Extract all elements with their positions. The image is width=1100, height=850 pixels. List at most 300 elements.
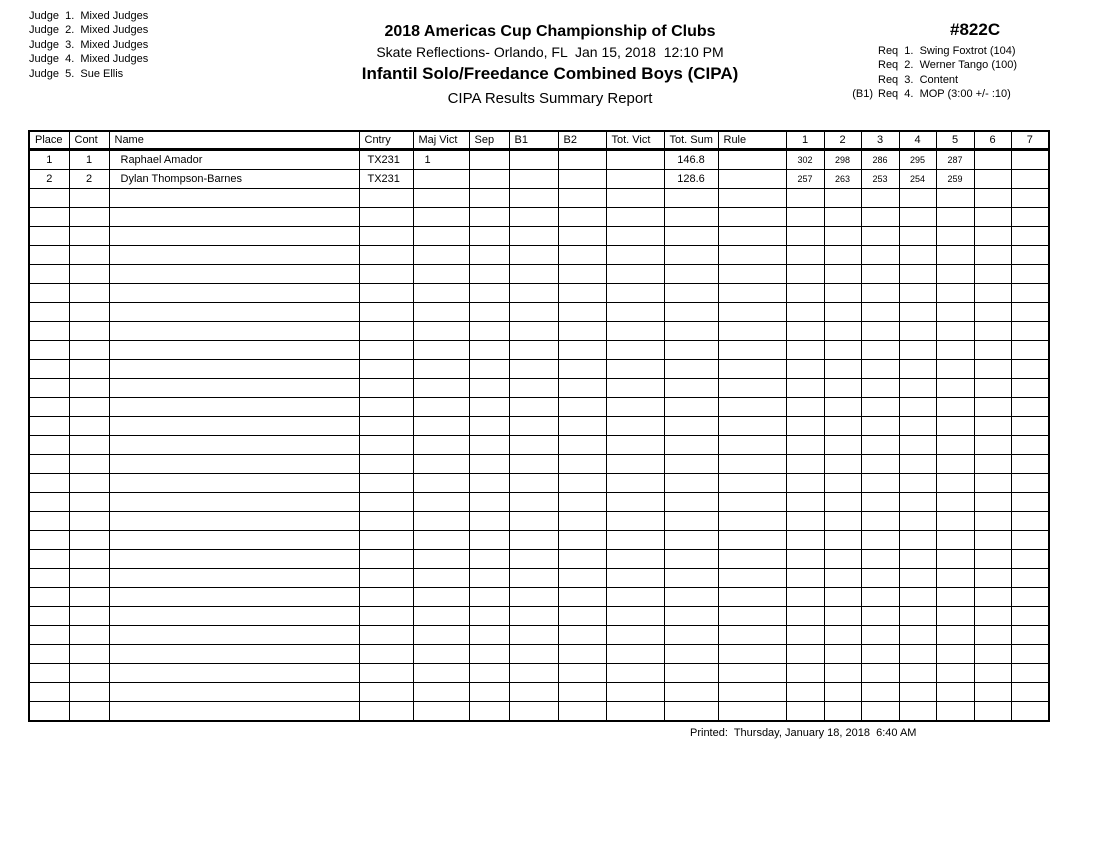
cell-judge-7 [1011, 417, 1049, 436]
cell-judge-6 [974, 227, 1011, 246]
empty-row [29, 626, 1049, 645]
cell-b1 [509, 398, 558, 417]
cell-b1 [509, 664, 558, 683]
cell-place [29, 265, 69, 284]
cell-judge-7 [1011, 303, 1049, 322]
empty-row [29, 607, 1049, 626]
requirement-text: Req 1. Swing Foxtrot (104) [878, 45, 1016, 57]
cell-cont [69, 341, 109, 360]
cell-judge-3 [861, 531, 899, 550]
cell-judge-6 [974, 664, 1011, 683]
cell-sep [469, 474, 509, 493]
cell-judge-4 [899, 303, 936, 322]
cell-rule [718, 341, 786, 360]
cell-judge-4 [899, 208, 936, 227]
cell-judge-4 [899, 702, 936, 722]
cell-judge-5 [936, 227, 974, 246]
cell-judge-4 [899, 512, 936, 531]
cell-b1 [509, 512, 558, 531]
cell-tot-vict [606, 150, 664, 170]
cell-judge-7 [1011, 436, 1049, 455]
cell-cntry [359, 702, 413, 722]
cell-rule [718, 227, 786, 246]
cell-judge-2 [824, 398, 861, 417]
cell-judge-7 [1011, 322, 1049, 341]
cell-b1 [509, 474, 558, 493]
cell-cont: 1 [69, 150, 109, 170]
cell-tot-sum [664, 607, 718, 626]
cell-judge-4 [899, 436, 936, 455]
cell-tot-vict [606, 493, 664, 512]
cell-judge-5 [936, 360, 974, 379]
cell-b2 [558, 531, 606, 550]
cell-maj-vict [413, 436, 469, 455]
cell-b1 [509, 436, 558, 455]
cell-rule [718, 683, 786, 702]
cell-judge-1 [786, 379, 824, 398]
cell-judge-3 [861, 246, 899, 265]
cell-judge-2 [824, 379, 861, 398]
cell-cntry [359, 246, 413, 265]
cell-maj-vict [413, 550, 469, 569]
cell-b2 [558, 607, 606, 626]
cell-name [109, 189, 359, 208]
column-header-tot-sum: Tot. Sum [664, 131, 718, 150]
cell-name [109, 284, 359, 303]
cell-judge-5 [936, 493, 974, 512]
cell-judge-1 [786, 588, 824, 607]
empty-row [29, 189, 1049, 208]
cell-sep [469, 512, 509, 531]
cell-rule [718, 189, 786, 208]
cell-name [109, 474, 359, 493]
cell-judge-5 [936, 284, 974, 303]
cell-tot-vict [606, 645, 664, 664]
cell-b2 [558, 398, 606, 417]
cell-place [29, 417, 69, 436]
cell-cont [69, 569, 109, 588]
column-header-rule: Rule [718, 131, 786, 150]
venue-date-line: Skate Reflections- Orlando, FL Jan 15, 2018 12:10 PM [376, 44, 724, 60]
column-header-3: 3 [861, 131, 899, 150]
cell-cont [69, 227, 109, 246]
cell-judge-4 [899, 379, 936, 398]
requirement-prefix: (B1) [852, 88, 873, 101]
empty-row [29, 550, 1049, 569]
cell-cont [69, 246, 109, 265]
cell-judge-2: 263 [824, 170, 861, 189]
cell-judge-4 [899, 531, 936, 550]
cell-judge-5 [936, 588, 974, 607]
cell-tot-sum [664, 322, 718, 341]
cell-judge-5 [936, 246, 974, 265]
cell-cntry [359, 626, 413, 645]
cell-sep [469, 170, 509, 189]
cell-judge-1: 257 [786, 170, 824, 189]
cell-maj-vict [413, 303, 469, 322]
cell-maj-vict [413, 531, 469, 550]
cell-maj-vict [413, 284, 469, 303]
cell-rule [718, 664, 786, 683]
cell-b1 [509, 702, 558, 722]
cell-name [109, 322, 359, 341]
cell-judge-1 [786, 208, 824, 227]
cell-judge-2: 298 [824, 150, 861, 170]
column-header-b2: B2 [558, 131, 606, 150]
cell-tot-vict [606, 398, 664, 417]
empty-row [29, 645, 1049, 664]
empty-row [29, 588, 1049, 607]
cell-judge-2 [824, 683, 861, 702]
cell-judge-4 [899, 569, 936, 588]
cell-tot-vict [606, 436, 664, 455]
cell-tot-vict [606, 246, 664, 265]
cell-judge-6 [974, 607, 1011, 626]
cell-judge-6 [974, 360, 1011, 379]
cell-judge-4 [899, 607, 936, 626]
cell-judge-7 [1011, 227, 1049, 246]
cell-place [29, 284, 69, 303]
column-header-maj-vict: Maj Vict [413, 131, 469, 150]
cell-name [109, 702, 359, 722]
cell-b2 [558, 322, 606, 341]
cell-sep [469, 683, 509, 702]
cell-judge-2 [824, 360, 861, 379]
cell-place [29, 227, 69, 246]
empty-row [29, 683, 1049, 702]
cell-judge-6 [974, 208, 1011, 227]
cell-judge-1 [786, 702, 824, 722]
cell-judge-5 [936, 664, 974, 683]
cell-sep [469, 531, 509, 550]
empty-row [29, 702, 1049, 722]
cell-cntry [359, 341, 413, 360]
event-number: #822C [950, 20, 1001, 39]
cell-cont [69, 645, 109, 664]
cell-maj-vict [413, 322, 469, 341]
cell-judge-6 [974, 645, 1011, 664]
cell-name [109, 379, 359, 398]
cell-rule [718, 645, 786, 664]
result-row [29, 170, 1049, 189]
cell-judge-7 [1011, 493, 1049, 512]
column-header-5: 5 [936, 131, 974, 150]
cell-tot-sum [664, 474, 718, 493]
column-header-4: 4 [899, 131, 936, 150]
cell-judge-5 [936, 208, 974, 227]
cell-sep [469, 303, 509, 322]
cell-rule [718, 303, 786, 322]
cell-b2 [558, 664, 606, 683]
requirement-line-3 [845, 73, 1017, 87]
cell-cntry [359, 512, 413, 531]
championship-title: 2018 Americas Cup Championship of Clubs [384, 23, 716, 40]
cell-cntry [359, 493, 413, 512]
cell-b1 [509, 607, 558, 626]
cell-judge-4: 295 [899, 150, 936, 170]
cell-sep [469, 322, 509, 341]
empty-row [29, 208, 1049, 227]
cell-judge-2 [824, 246, 861, 265]
cell-b1 [509, 265, 558, 284]
cell-b2 [558, 227, 606, 246]
cell-place [29, 303, 69, 322]
cell-maj-vict [413, 493, 469, 512]
cell-name [109, 436, 359, 455]
cell-judge-6 [974, 322, 1011, 341]
cell-name [109, 341, 359, 360]
cell-judge-5 [936, 550, 974, 569]
cell-cntry [359, 436, 413, 455]
cell-b2 [558, 626, 606, 645]
cell-rule [718, 474, 786, 493]
cell-judge-5 [936, 531, 974, 550]
cell-b1 [509, 303, 558, 322]
cell-judge-2 [824, 702, 861, 722]
cell-cntry [359, 474, 413, 493]
cell-judge-1 [786, 436, 824, 455]
cell-judge-6 [974, 170, 1011, 189]
cell-judge-2 [824, 664, 861, 683]
cell-judge-2 [824, 645, 861, 664]
cell-rule [718, 246, 786, 265]
cell-judge-3 [861, 588, 899, 607]
cell-maj-vict [413, 645, 469, 664]
cell-tot-sum [664, 455, 718, 474]
cell-tot-sum: 146.8 [664, 150, 718, 170]
cell-tot-sum [664, 417, 718, 436]
cell-tot-sum [664, 664, 718, 683]
cell-name: Dylan Thompson-Barnes [109, 170, 359, 189]
cell-maj-vict [413, 341, 469, 360]
cell-cont [69, 702, 109, 722]
cell-judge-5 [936, 322, 974, 341]
cell-name [109, 455, 359, 474]
cell-judge-1 [786, 626, 824, 645]
cell-cntry [359, 550, 413, 569]
cell-judge-2 [824, 341, 861, 360]
cell-judge-5 [936, 341, 974, 360]
cell-judge-1 [786, 569, 824, 588]
cell-judge-5 [936, 265, 974, 284]
cell-tot-vict [606, 417, 664, 436]
empty-row [29, 417, 1049, 436]
cell-rule [718, 208, 786, 227]
cell-b2 [558, 360, 606, 379]
report-title: CIPA Results Summary Report [447, 90, 653, 107]
cell-rule [718, 569, 786, 588]
cell-judge-1 [786, 512, 824, 531]
cell-rule [718, 436, 786, 455]
cell-judge-3 [861, 569, 899, 588]
cell-tot-vict [606, 512, 664, 531]
cell-tot-sum [664, 702, 718, 722]
cell-tot-sum [664, 550, 718, 569]
cell-name [109, 550, 359, 569]
cell-b1 [509, 189, 558, 208]
cell-judge-6 [974, 246, 1011, 265]
cell-place [29, 702, 69, 722]
cell-judge-6 [974, 569, 1011, 588]
cell-judge-6 [974, 398, 1011, 417]
judge-line-2: Judge 2. Mixed Judges [29, 24, 149, 37]
cell-sep [469, 493, 509, 512]
cell-judge-4 [899, 645, 936, 664]
cell-judge-2 [824, 436, 861, 455]
cell-judge-6 [974, 550, 1011, 569]
cell-place [29, 531, 69, 550]
cell-judge-1 [786, 189, 824, 208]
cell-tot-sum [664, 531, 718, 550]
column-header-6: 6 [974, 131, 1011, 150]
cell-judge-4 [899, 683, 936, 702]
cell-judge-4 [899, 417, 936, 436]
cell-cntry [359, 645, 413, 664]
cell-judge-3 [861, 702, 899, 722]
cell-judge-1 [786, 645, 824, 664]
cell-place [29, 246, 69, 265]
cell-judge-1: 302 [786, 150, 824, 170]
requirement-text: Req 3. Content [878, 73, 959, 86]
cell-judge-1 [786, 455, 824, 474]
cell-name [109, 664, 359, 683]
cell-judge-3 [861, 626, 899, 645]
cell-judge-4 [899, 227, 936, 246]
cell-cntry [359, 607, 413, 626]
column-header-1: 1 [786, 131, 824, 150]
cell-sep [469, 246, 509, 265]
cell-tot-sum [664, 265, 718, 284]
cell-judge-6 [974, 436, 1011, 455]
cell-judge-2 [824, 474, 861, 493]
cell-tot-vict [606, 664, 664, 683]
cell-judge-7 [1011, 474, 1049, 493]
cell-b1 [509, 588, 558, 607]
cell-cont [69, 189, 109, 208]
cell-b1 [509, 208, 558, 227]
cell-cont [69, 360, 109, 379]
cell-sep [469, 265, 509, 284]
cell-b1 [509, 284, 558, 303]
cell-cont [69, 626, 109, 645]
cell-cntry [359, 664, 413, 683]
cell-cont [69, 512, 109, 531]
cell-judge-7 [1011, 569, 1049, 588]
cell-b2 [558, 379, 606, 398]
cell-cntry [359, 360, 413, 379]
cell-judge-2 [824, 303, 861, 322]
cell-judge-6 [974, 417, 1011, 436]
cell-judge-4 [899, 246, 936, 265]
requirement-prefix [845, 44, 873, 58]
cell-b1 [509, 493, 558, 512]
cell-maj-vict [413, 379, 469, 398]
requirement-text: Req 4. MOP (3:00 +/- :10) [878, 88, 1011, 101]
cell-name: Raphael Amador [109, 150, 359, 170]
cell-sep [469, 588, 509, 607]
cell-tot-sum: 128.6 [664, 170, 718, 189]
cell-cont [69, 417, 109, 436]
cell-judge-1 [786, 341, 824, 360]
cell-place [29, 588, 69, 607]
column-header-b1: B1 [509, 131, 558, 150]
cell-judge-7 [1011, 531, 1049, 550]
cell-rule [718, 150, 786, 170]
cell-rule [718, 284, 786, 303]
column-header-2: 2 [824, 131, 861, 150]
cell-judge-3 [861, 322, 899, 341]
cell-rule [718, 588, 786, 607]
cell-cont [69, 455, 109, 474]
requirement-prefix [845, 58, 873, 72]
cell-rule [718, 607, 786, 626]
cell-place [29, 569, 69, 588]
cell-cntry [359, 588, 413, 607]
cell-judge-5: 287 [936, 150, 974, 170]
cell-b1 [509, 531, 558, 550]
cell-tot-vict [606, 569, 664, 588]
cell-judge-4 [899, 322, 936, 341]
cell-tot-vict [606, 170, 664, 189]
cell-sep [469, 417, 509, 436]
cell-judge-3 [861, 493, 899, 512]
cell-judge-4 [899, 493, 936, 512]
cell-sep [469, 227, 509, 246]
cell-sep [469, 664, 509, 683]
cell-tot-vict [606, 607, 664, 626]
column-header-cont: Cont [69, 131, 109, 150]
column-header-name: Name [109, 131, 359, 150]
cell-maj-vict [413, 189, 469, 208]
cell-place [29, 626, 69, 645]
cell-judge-4 [899, 265, 936, 284]
cell-place: 2 [29, 170, 69, 189]
cell-place [29, 322, 69, 341]
cell-tot-vict [606, 379, 664, 398]
cell-b1 [509, 227, 558, 246]
cell-cont [69, 683, 109, 702]
cell-rule [718, 626, 786, 645]
cell-sep [469, 569, 509, 588]
empty-row [29, 474, 1049, 493]
cell-sep [469, 550, 509, 569]
cell-judge-1 [786, 303, 824, 322]
cell-sep [469, 284, 509, 303]
cell-place [29, 664, 69, 683]
cell-judge-4 [899, 474, 936, 493]
cell-judge-2 [824, 512, 861, 531]
cell-b2 [558, 303, 606, 322]
cell-judge-5 [936, 379, 974, 398]
cell-b1 [509, 246, 558, 265]
column-header-sep: Sep [469, 131, 509, 150]
cell-tot-vict [606, 683, 664, 702]
cell-rule [718, 531, 786, 550]
cell-rule [718, 417, 786, 436]
cell-judge-7 [1011, 645, 1049, 664]
cell-tot-vict [606, 265, 664, 284]
cell-judge-4 [899, 360, 936, 379]
cell-name [109, 493, 359, 512]
cell-judge-7 [1011, 588, 1049, 607]
cell-judge-1 [786, 683, 824, 702]
cell-judge-3 [861, 550, 899, 569]
cell-tot-sum [664, 436, 718, 455]
cell-judge-6 [974, 265, 1011, 284]
cell-judge-1 [786, 474, 824, 493]
cell-judge-3 [861, 455, 899, 474]
cell-tot-sum [664, 569, 718, 588]
